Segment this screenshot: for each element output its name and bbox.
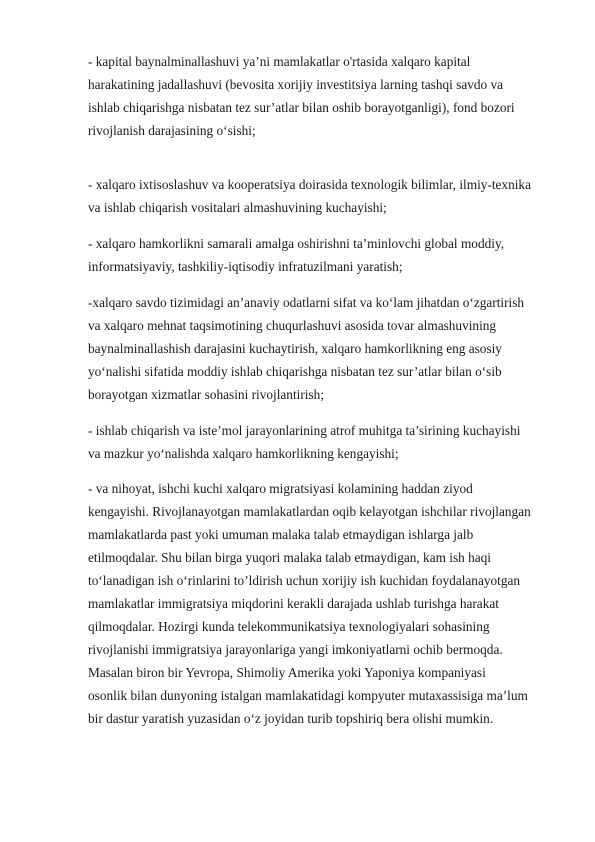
text-line: - xalqaro ixtisoslashuv va kooperatsiya doirasida texnologik bilimlar, ilmiy-texnika (88, 177, 531, 192)
text-line: informatsiyaviy, tashkiliy-iqtisodiy infratuzilmani yaratish; (88, 259, 403, 274)
text-line: mamlakatlarda past yoki umuman malaka talab etmaydigan ishlarga jalb (88, 527, 474, 542)
paragraph-environment (88, 419, 568, 465)
text-line: va mazkur yo‘nalishda xalqaro hamkorlikning kengayishi; (88, 446, 399, 461)
text-line: bir dastur yaratish yuzasidan o‘z joyidan turib topshiriq bera olishi mumkin. (88, 711, 494, 726)
text-line: mamlakatlar immigratsiya miqdorini kerakli darajada ushlab turishga harakat (88, 596, 499, 611)
text-line: Masalan biron bir Yevropa, Shimoliy Amerika yoki Yaponiya kompaniyasi (88, 665, 486, 680)
paragraph-capital-globalization (88, 50, 568, 142)
text-line: yo‘nalishi sifatida moddiy ishlab chiqarishga nisbatan tez sur’atlar bilan o‘sib (88, 364, 502, 379)
paragraph-trade-services (88, 291, 568, 406)
text-line: qilmoqdalar. Hozirgi kunda telekommunikatsiya texnologiyalari sohasining (88, 619, 490, 634)
text-line: osonlik bilan dunyoning istalgan mamlakatidagi kompyuter mutaxassisiga ma’lum (88, 688, 528, 703)
text-line: va ishlab chiqarish vositalari almashuvining kuchayishi; (88, 200, 387, 215)
text-line: -xalqaro savdo tizimidagi an’anaviy odatlarni sifat va ko‘lam jihatdan o‘zgartirish (88, 295, 525, 310)
paragraph-labor-migration (88, 477, 568, 730)
text-line: - va nihoyat, ishchi kuchi xalqaro migratsiyasi kolamining haddan ziyod (88, 481, 473, 496)
text-line: rivojlanish darajasining o‘sishi; (88, 123, 256, 138)
text-line: baynalminallashish darajasini kuchaytirish, xalqaro hamkorlikning eng asosiy (88, 341, 502, 356)
paragraph-specialization-cooperation (88, 173, 568, 219)
text-line: ishlab chiqarishga nisbatan tez sur’atlar bilan oshib borayotganligi), fond bozori (88, 100, 515, 115)
text-line: harakatining jadallashuvi (bevosita xorijiy investitsiya larning tashqi savdo va (88, 77, 504, 92)
text-line: - kapital baynalminallashuvi ya’ni mamlakatlar o'rtasida xalqaro kapital (88, 54, 471, 69)
text-line: kengayishi. Rivojlanayotgan mamlakatlardan oqib kelayotgan ishchilar rivojlangan (88, 504, 531, 519)
text-line: to‘lanadigan ish o‘rinlarini to’ldirish uchun xorijiy ish kuchidan foydalanayotgan (88, 573, 521, 588)
text-line: va xalqaro mehnat taqsimotining chuqurlashuvi asosida tovar almashuvining (88, 318, 497, 333)
text-line: etilmoqdalar. Shu bilan birga yuqori malaka talab etmaydigan, kam ish haqi (88, 550, 491, 565)
text-line: - xalqaro hamkorlikni samarali amalga oshirishni ta’minlovchi global moddiy, (88, 236, 505, 251)
text-line: rivojlanishi immigratsiya jarayonlariga yangi imkoniyatlarni ochib bermoqda. (88, 642, 503, 657)
paragraph-global-infrastructure (88, 232, 568, 278)
text-line: - ishlab chiqarish va iste’mol jarayonlarining atrof muhitga ta’sirining kuchayishi (88, 423, 521, 438)
text-line: borayotgan xizmatlar sohasini rivojlantirish; (88, 387, 324, 402)
